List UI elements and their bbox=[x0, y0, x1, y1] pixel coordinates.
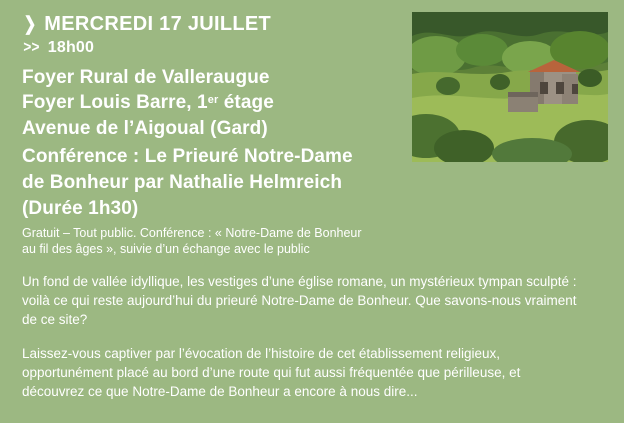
venue-line-2-main: Foyer Louis Barre, 1 bbox=[22, 92, 208, 114]
event-title bbox=[22, 144, 402, 221]
event-subinfo-line-2: au fil des âges », suivie d’un échange avec le public bbox=[22, 241, 310, 256]
venue-line-2 bbox=[22, 90, 422, 116]
event-date-line bbox=[22, 14, 402, 35]
event-heading bbox=[22, 14, 402, 257]
venue-line-2-ordinal: er bbox=[207, 94, 219, 107]
venue-line-1: Foyer Rural de Valleraugue bbox=[22, 66, 270, 88]
event-time: 18h00 bbox=[47, 39, 95, 56]
event-paragraph-2: Laissez-vous captiver par l’évocation de l’histoire de cet établissement religieux, opportunément placé au bord d’une route qui fut aussi fréquentée que périlleuse, et découvrez ce que Notre-Dame de Bonheur a encore à nous dire... bbox=[22, 345, 521, 399]
event-subinfo bbox=[22, 225, 402, 258]
event-description bbox=[22, 272, 582, 401]
event-subinfo-line-1: Gratuit – Tout public. Conférence : « Notre-Dame de Bonheur bbox=[22, 225, 362, 240]
event-title-line-1: Conférence : Le Prieuré Notre-Dame bbox=[22, 146, 353, 168]
chevron-right-icon: ❯ bbox=[23, 14, 37, 35]
double-chevron-icon: >> bbox=[23, 39, 40, 56]
event-paragraph-1: Un fond de vallée idyllique, les vestiges d’une église romane, un mystérieux tympan sculpté : voilà ce qui reste aujourd’hui du prieuré Notre-Dame de Bonheur. Que savons-nous vraiment de ce site? bbox=[22, 274, 577, 328]
venue-line-3: Avenue de l’Aigoual (Gard) bbox=[22, 118, 268, 140]
event-venue bbox=[22, 65, 422, 142]
event-date: MERCREDI 17 JUILLET bbox=[44, 13, 272, 35]
photo-illustration bbox=[412, 12, 608, 162]
event-time-line bbox=[22, 39, 402, 57]
venue-line-2-tail: étage bbox=[218, 92, 274, 114]
event-title-line-2: de Bonheur par Nathalie Helmreich (Durée 1h30) bbox=[22, 171, 343, 219]
event-photo bbox=[412, 12, 608, 162]
